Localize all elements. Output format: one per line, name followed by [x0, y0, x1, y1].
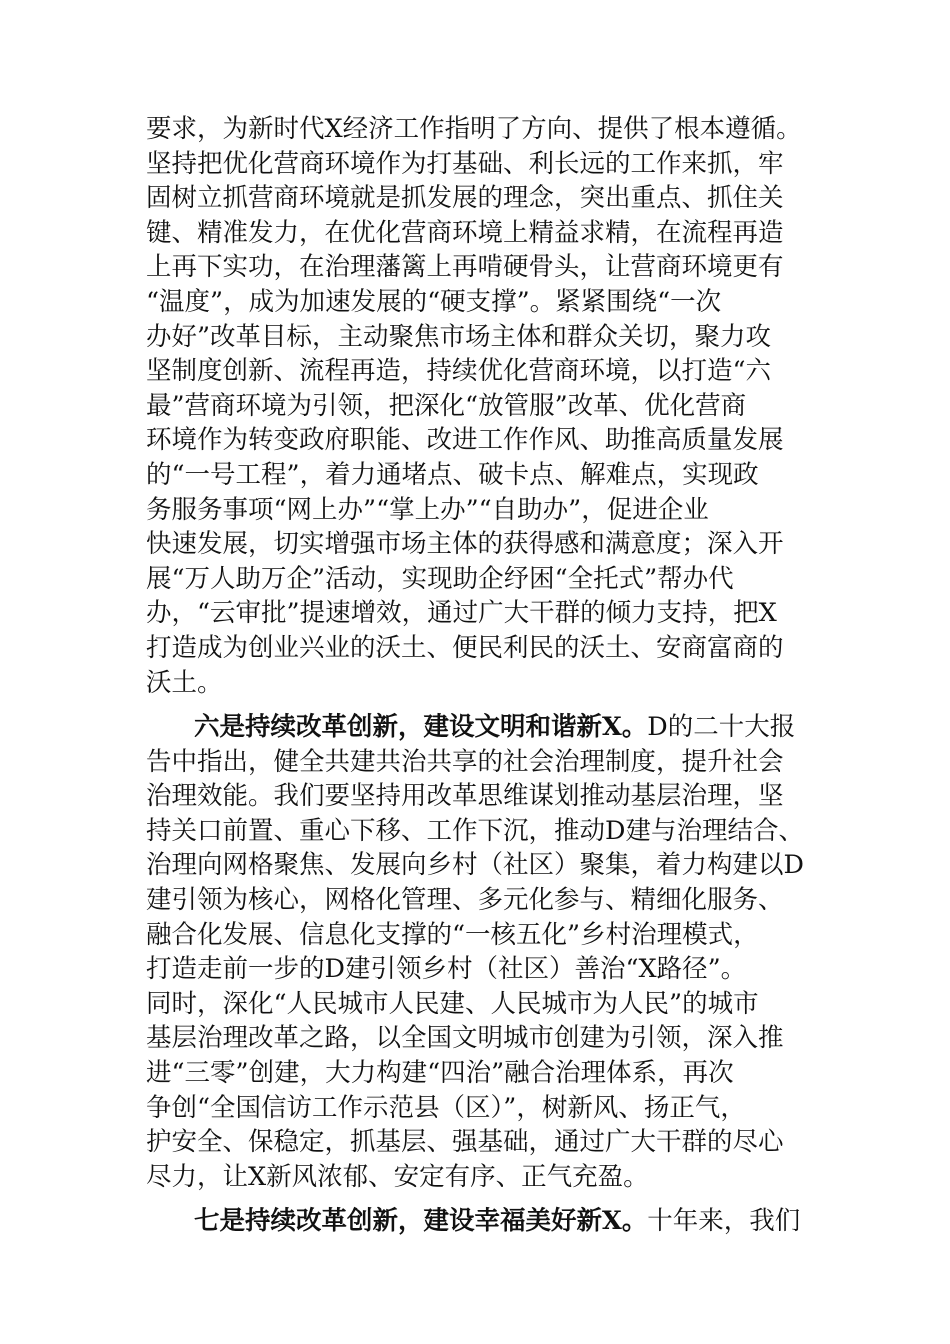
paragraph-5-line: 务服务事项“网上办”“掌上办”“自助办”，促进企业 — [146, 494, 709, 525]
paragraph-6-line: 建引领为核心，网格化管理、多元化参与、精细化服务、 — [146, 885, 784, 916]
paragraph-5-line: “温度”，成为加速发展的“硬支撑”。紧紧围绕“一次 — [146, 286, 722, 317]
document-body — [146, 112, 810, 1239]
paragraph-5-line: 坚持把优化营商环境作为打基础、利长远的工作来抓，牢 — [146, 148, 784, 179]
paragraph-spacer — [146, 700, 810, 710]
paragraph-5-line: 固树立抓营商环境就是抓发展的理念，突出重点、抓住关 — [146, 183, 784, 214]
paragraph-5-line: 键、精准发力，在优化营商环境上精益求精，在流程再造 — [146, 217, 784, 248]
paragraph-6-heading: 六是持续改革创新，建设文明和谐新X。 — [194, 712, 648, 743]
paragraph-5 — [146, 112, 810, 700]
paragraph-5-line: 快速发展，切实增强市场主体的获得感和满意度；深入开 — [146, 529, 784, 560]
paragraph-6-lines — [146, 745, 810, 1195]
paragraph-spacer — [146, 1194, 810, 1204]
paragraph-6-line: 争创“全国信访工作示范县（区）”，树新风、扬正气， — [146, 1092, 746, 1123]
paragraph-6-line: 治理效能。我们要坚持用改革思维谋划推动基层治理，坚 — [146, 781, 784, 812]
paragraph-5-line: 沃土。 — [146, 667, 223, 698]
paragraph-6-line: 打造走前一步的D建引领乡村（社区）善治“X路径”。 — [146, 954, 747, 985]
paragraph-6-line: 持关口前置、重心下移、工作下沉，推动D建与治理结合、 — [146, 815, 804, 846]
paragraph-7-heading: 七是持续改革创新，建设幸福美好新X。 — [194, 1206, 648, 1237]
paragraph-6-line: 护安全、保稳定，抓基层、强基础，通过广大干群的尽心 — [146, 1127, 784, 1158]
paragraph-7-first-line-rest: 十年来，我们 — [647, 1206, 801, 1237]
paragraph-5-line: 坚制度创新、流程再造，持续优化营商环境，以打造“六 — [146, 356, 772, 387]
paragraph-5-line: 办好”改革目标，主动聚焦市场主体和群众关切，聚力攻 — [146, 321, 772, 352]
paragraph-5-line: 环境作为转变政府职能、改进工作作风、助推高质量发展 — [146, 425, 784, 456]
paragraph-5-line: 打造成为创业兴业的沃土、便民利民的沃土、安商富商的 — [146, 632, 784, 663]
paragraph-5-line: 的“一号工程”，着力通堵点、破卡点、解难点，实现政 — [146, 459, 759, 490]
paragraph-6-line: 融合化发展、信息化支撑的“一核五化”乡村治理模式， — [146, 919, 759, 950]
paragraph-5-line: 办，“云审批”提速增效，通过广大干群的倾力支持，把X — [146, 598, 777, 629]
paragraph-6-line: 基层治理改革之路，以全国文明城市创建为引领，深入推 — [146, 1023, 784, 1054]
paragraph-6-line: 告中指出，健全共建共治共享的社会治理制度，提升社会 — [146, 746, 784, 777]
paragraph-6-first-line — [146, 710, 810, 745]
paragraph-7-first-line — [146, 1204, 810, 1239]
paragraph-5-line: 最”营商环境为引领，把深化“放管服”改革、优化营商 — [146, 390, 747, 421]
paragraph-7 — [146, 1204, 810, 1239]
paragraph-6-line: 同时，深化“人民城市人民建、人民城市为人民”的城市 — [146, 988, 759, 1019]
paragraph-6-line: 进“三零”创建，大力构建“四治”融合治理体系，再次 — [146, 1058, 734, 1089]
paragraph-5-line: 展“万人助万企”活动，实现助企纾困“全托式”帮办代 — [146, 563, 734, 594]
paragraph-6-first-line-rest: D的二十大报 — [647, 712, 796, 743]
paragraph-5-line: 要求，为新时代X经济工作指明了方向、提供了根本遵循。 — [146, 114, 802, 144]
paragraph-5-line: 上再下实功，在治理藩篱上再啃硬骨头，让营商环境更有 — [146, 252, 784, 283]
paragraph-6-line: 尽力，让X新风浓郁、安定有序、正气充盈。 — [146, 1161, 649, 1192]
paragraph-6 — [146, 710, 810, 1194]
paragraph-6-line: 治理向网格聚焦、发展向乡村（社区）聚集，着力构建以D — [146, 850, 804, 881]
